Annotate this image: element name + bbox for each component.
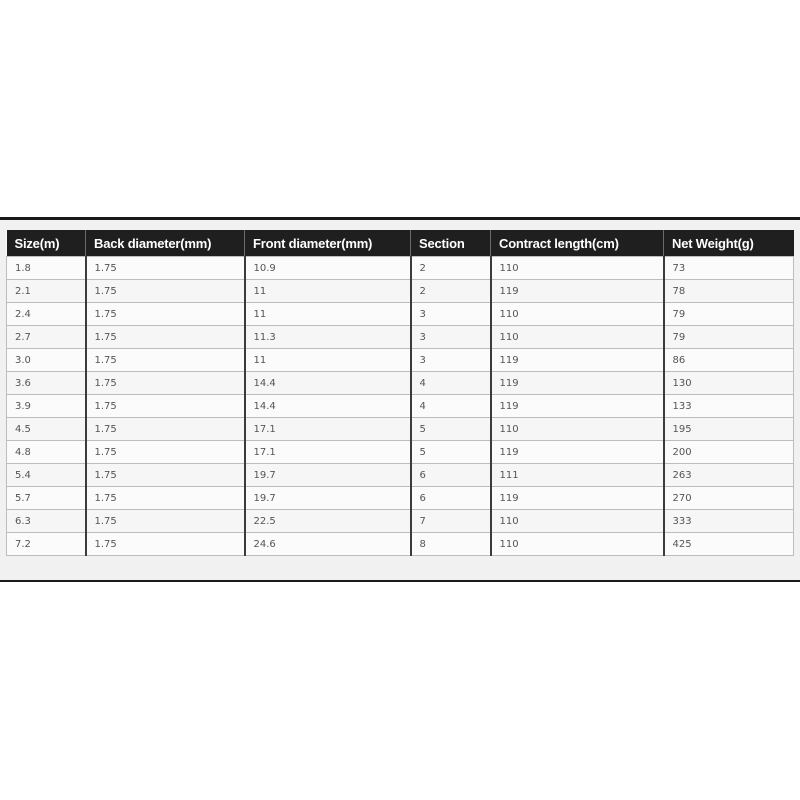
cell-size: 7.2 bbox=[7, 533, 86, 556]
cell-back-diameter: 1.75 bbox=[86, 257, 245, 280]
cell-front-diameter: 17.1 bbox=[245, 441, 411, 464]
cell-contract-length: 119 bbox=[491, 441, 664, 464]
cell-net-weight: 73 bbox=[664, 257, 794, 280]
cell-back-diameter: 1.75 bbox=[86, 303, 245, 326]
cell-section: 5 bbox=[411, 441, 491, 464]
cell-size: 6.3 bbox=[7, 510, 86, 533]
cell-front-diameter: 14.4 bbox=[245, 395, 411, 418]
table-row bbox=[7, 372, 794, 395]
table-row bbox=[7, 326, 794, 349]
table-row bbox=[7, 464, 794, 487]
cell-section: 4 bbox=[411, 372, 491, 395]
cell-contract-length: 119 bbox=[491, 487, 664, 510]
cell-net-weight: 79 bbox=[664, 326, 794, 349]
cell-section: 3 bbox=[411, 326, 491, 349]
table-row bbox=[7, 280, 794, 303]
cell-section: 5 bbox=[411, 418, 491, 441]
cell-size: 4.8 bbox=[7, 441, 86, 464]
header-net-weight: Net Weight(g) bbox=[664, 230, 794, 257]
cell-back-diameter: 1.75 bbox=[86, 395, 245, 418]
cell-back-diameter: 1.75 bbox=[86, 372, 245, 395]
cell-front-diameter: 22.5 bbox=[245, 510, 411, 533]
cell-section: 4 bbox=[411, 395, 491, 418]
cell-back-diameter: 1.75 bbox=[86, 349, 245, 372]
cell-net-weight: 86 bbox=[664, 349, 794, 372]
table-row bbox=[7, 303, 794, 326]
table-row bbox=[7, 487, 794, 510]
cell-section: 6 bbox=[411, 487, 491, 510]
cell-contract-length: 119 bbox=[491, 372, 664, 395]
cell-contract-length: 119 bbox=[491, 280, 664, 303]
cell-front-diameter: 19.7 bbox=[245, 464, 411, 487]
cell-contract-length: 111 bbox=[491, 464, 664, 487]
cell-net-weight: 333 bbox=[664, 510, 794, 533]
table-row bbox=[7, 441, 794, 464]
cell-front-diameter: 17.1 bbox=[245, 418, 411, 441]
cell-size: 3.9 bbox=[7, 395, 86, 418]
cell-back-diameter: 1.75 bbox=[86, 441, 245, 464]
cell-front-diameter: 11 bbox=[245, 280, 411, 303]
cell-section: 3 bbox=[411, 303, 491, 326]
spec-table bbox=[6, 230, 794, 556]
cell-front-diameter: 14.4 bbox=[245, 372, 411, 395]
cell-size: 2.4 bbox=[7, 303, 86, 326]
cell-contract-length: 110 bbox=[491, 303, 664, 326]
header-section: Section bbox=[411, 230, 491, 257]
cell-front-diameter: 11.3 bbox=[245, 326, 411, 349]
cell-net-weight: 200 bbox=[664, 441, 794, 464]
cell-contract-length: 119 bbox=[491, 349, 664, 372]
cell-net-weight: 133 bbox=[664, 395, 794, 418]
cell-net-weight: 263 bbox=[664, 464, 794, 487]
cell-size: 3.0 bbox=[7, 349, 86, 372]
cell-net-weight: 270 bbox=[664, 487, 794, 510]
cell-front-diameter: 11 bbox=[245, 349, 411, 372]
table-row bbox=[7, 349, 794, 372]
cell-size: 5.7 bbox=[7, 487, 86, 510]
cell-section: 7 bbox=[411, 510, 491, 533]
cell-contract-length: 110 bbox=[491, 418, 664, 441]
cell-net-weight: 130 bbox=[664, 372, 794, 395]
cell-size: 4.5 bbox=[7, 418, 86, 441]
cell-back-diameter: 1.75 bbox=[86, 326, 245, 349]
cell-front-diameter: 11 bbox=[245, 303, 411, 326]
table-body bbox=[7, 257, 794, 556]
cell-back-diameter: 1.75 bbox=[86, 510, 245, 533]
cell-net-weight: 195 bbox=[664, 418, 794, 441]
cell-size: 3.6 bbox=[7, 372, 86, 395]
cell-contract-length: 110 bbox=[491, 326, 664, 349]
table-row bbox=[7, 533, 794, 556]
cell-contract-length: 110 bbox=[491, 533, 664, 556]
cell-front-diameter: 19.7 bbox=[245, 487, 411, 510]
cell-size: 1.8 bbox=[7, 257, 86, 280]
cell-back-diameter: 1.75 bbox=[86, 464, 245, 487]
cell-size: 5.4 bbox=[7, 464, 86, 487]
table-header-row bbox=[7, 230, 794, 257]
cell-net-weight: 79 bbox=[664, 303, 794, 326]
cell-section: 2 bbox=[411, 257, 491, 280]
cell-front-diameter: 24.6 bbox=[245, 533, 411, 556]
cell-section: 2 bbox=[411, 280, 491, 303]
cell-contract-length: 110 bbox=[491, 510, 664, 533]
cell-size: 2.7 bbox=[7, 326, 86, 349]
cell-net-weight: 78 bbox=[664, 280, 794, 303]
cell-section: 8 bbox=[411, 533, 491, 556]
cell-contract-length: 110 bbox=[491, 257, 664, 280]
cell-back-diameter: 1.75 bbox=[86, 533, 245, 556]
cell-net-weight: 425 bbox=[664, 533, 794, 556]
cell-front-diameter: 10.9 bbox=[245, 257, 411, 280]
header-size: Size(m) bbox=[7, 230, 86, 257]
header-front-diameter: Front diameter(mm) bbox=[245, 230, 411, 257]
header-contract-length: Contract length(cm) bbox=[491, 230, 664, 257]
table-row bbox=[7, 257, 794, 280]
cell-contract-length: 119 bbox=[491, 395, 664, 418]
table-row bbox=[7, 395, 794, 418]
cell-back-diameter: 1.75 bbox=[86, 418, 245, 441]
cell-size: 2.1 bbox=[7, 280, 86, 303]
cell-back-diameter: 1.75 bbox=[86, 487, 245, 510]
table-row bbox=[7, 510, 794, 533]
header-back-diameter: Back diameter(mm) bbox=[86, 230, 245, 257]
cell-section: 3 bbox=[411, 349, 491, 372]
cell-section: 6 bbox=[411, 464, 491, 487]
table-row bbox=[7, 418, 794, 441]
cell-back-diameter: 1.75 bbox=[86, 280, 245, 303]
